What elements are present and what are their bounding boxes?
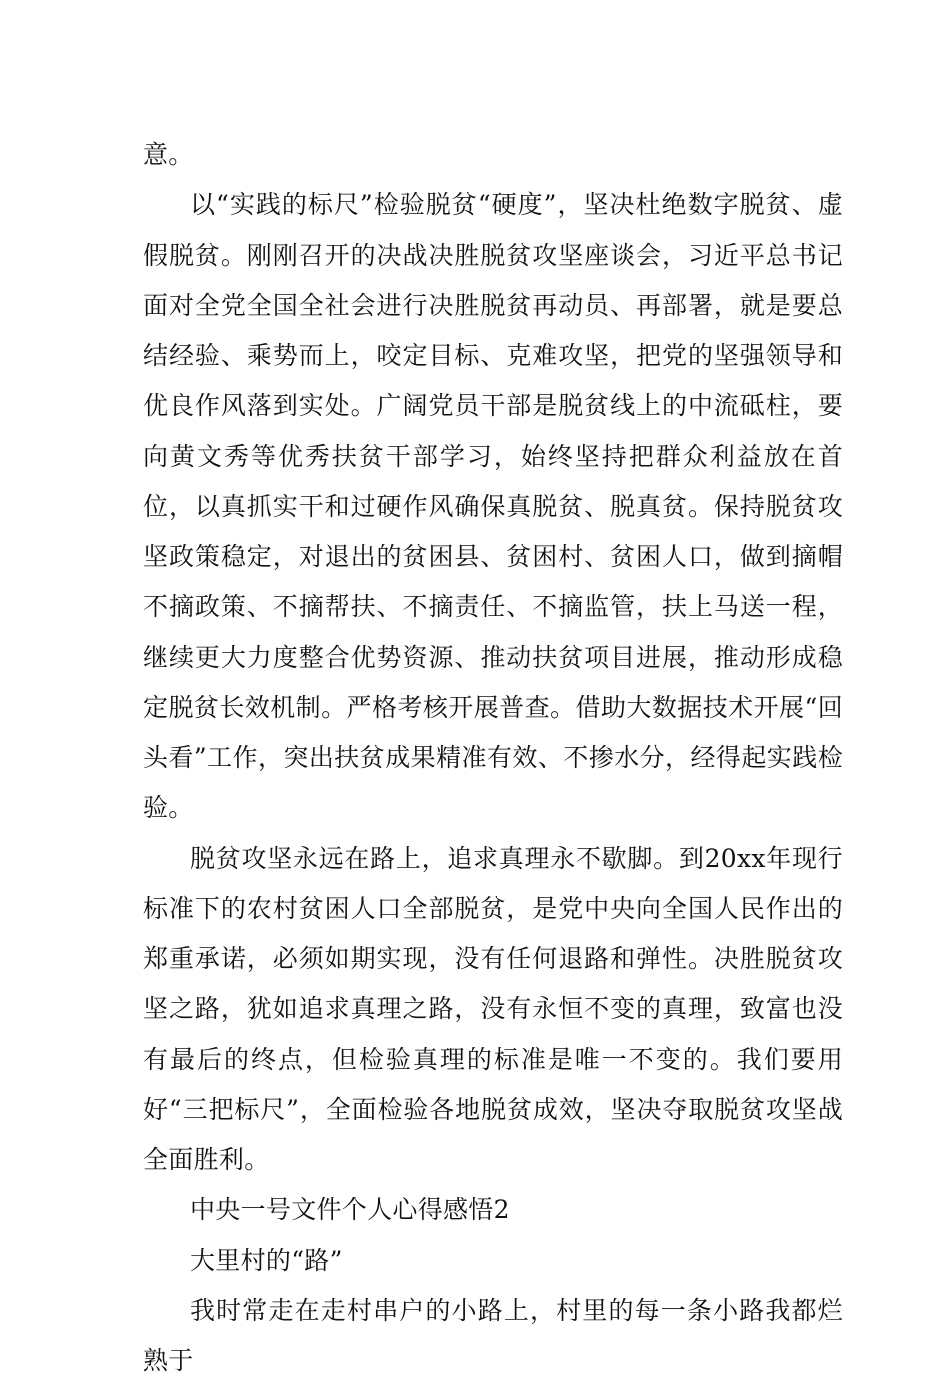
paragraph-village-road: 我时常走在走村串户的小路上，村里的每一条小路我都烂熟于 [143,1295,843,1375]
paragraph-practice-standard: 以“实践的标尺”检验脱贫“硬度”，坚决杜绝数字脱贫、虚假脱贫。刚刚召开的决战决胜脱贫攻坚座谈会，习近平总书记面对全党全国全社会进行决胜脱贫再动员、再部署，就是要总结经验、乘势而上，咬定目标、克难攻坚，把党的坚强领导和优良作风落到实处。广阔党员干部是脱贫线上的中流砥柱，要向黄文秀等优秀扶贫干部学习，始终坚持把群众利益放在首位，以真抓实干和过硬作风确保真脱贫、脱真贫。保持脱贫攻坚政策稳定，对退出的贫困县、贫困村、贫困人口，做到摘帽不摘政策、不摘帮扶、不摘责任、不摘监管，扶上马送一程，继续更大力度整合优势资源、推动扶贫项目进展，推动形成稳定脱贫长效机制。严格考核开展普查。借助大数据技术开展“回头看”工作，突出扶贫成果精准有效、不掺水分，经得起实践检验。 [143,190,843,823]
paragraph-always-on-road: 脱贫攻坚永远在路上，追求真理永不歇脚。到20xx年现行标准下的农村贫困人口全部脱贫，是党中央向全国人民作出的郑重承诺，必须如期实现，没有任何退路和弹性。决胜脱贫攻坚之路，犹如追求真理之路，没有永恒不变的真理，致富也没有最后的终点，但检验真理的标准是唯一不变的。我们要用好“三把标尺”，全面检验各地脱贫成效，坚决夺取脱贫攻坚战全面胜利。 [143,843,843,1174]
section-heading: 中央一号文件个人心得感悟2 [190,1195,510,1225]
section-subtitle: 大里村的“路” [190,1245,343,1275]
document-body [143,130,843,1386]
paragraph-continuation: 意。 [143,140,194,169]
